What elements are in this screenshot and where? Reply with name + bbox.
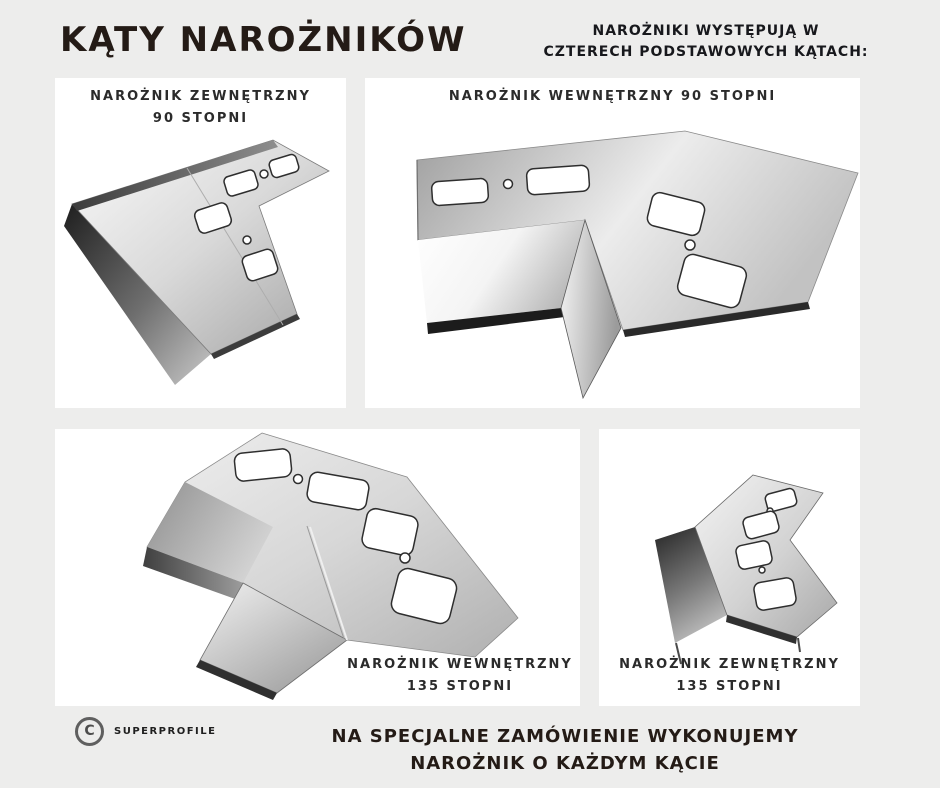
panel-label: NAROŻNIK ZEWNĘTRZNY 90 STOPNI [90,89,311,126]
panel-label: NAROŻNIK WEWNĘTRZNY 90 STOPNI [448,89,777,104]
corner-profile-external-90-photo [55,78,346,408]
subtitle-line-1: NAROŻNIKI WYSTĘPUJĄ W [592,23,820,39]
copyright-c-icon: C [75,717,104,746]
panel-internal-135 [55,429,580,706]
panel-external-135 [599,429,860,706]
corner-profile-internal-90-photo [365,78,860,408]
panel-label: NAROŻNIK WEWNĘTRZNY 135 STOPNI [347,657,573,694]
page-title: KĄTY NAROŻNIKÓW [60,20,467,60]
panel-label: NAROŻNIK ZEWNĘTRZNY 135 STOPNI [619,657,840,694]
footer-note [265,723,865,777]
brand-name: SUPERPROFILE [114,725,217,737]
footer-line-1: NA SPECJALNE ZAMÓWIENIE WYKONUJEMY [331,726,799,747]
subtitle [520,21,892,63]
panel-external-90 [55,78,346,408]
subtitle-line-2: CZTERECH PODSTAWOWYCH KĄTACH: [543,44,869,60]
panel-internal-90 [365,78,860,408]
brand-logo [75,716,216,746]
footer-line-2: NAROŻNIK O KAŻDYM KĄCIE [410,753,720,774]
